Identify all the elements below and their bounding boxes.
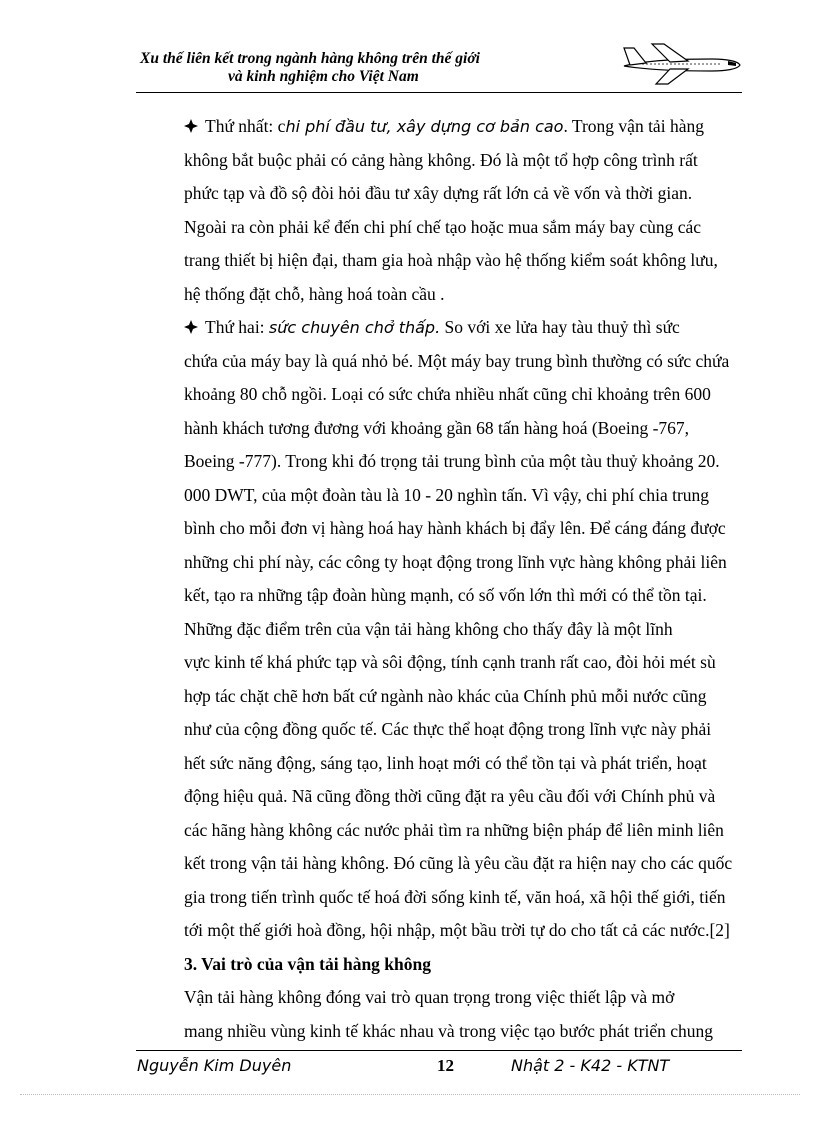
p1-line: Ngoài ra còn phải kể đến chi phí chế tạo hoặc mua sắm máy bay cùng các — [184, 216, 702, 237]
p2-line: những chi phí này, các công ty hoạt động trong lĩnh vực hàng không phải liên — [184, 551, 727, 572]
p2-line: kết, tạo ra những tập đoàn hùng mạnh, có số vốn lớn thì mới có thể tồn tại. — [184, 585, 707, 605]
footer-divider — [136, 1050, 742, 1051]
airplane-icon — [622, 38, 742, 88]
p2-line: khoảng 80 chỗ ngồi. Loại có sức chứa nhiều nhất cũng chỉ khoảng trên 600 — [184, 384, 711, 404]
p3-line: tới một thế giới hoà đồng, hội nhập, một bầu trời tự do cho tất cả các nước.[2] — [184, 920, 730, 940]
p1-line: hệ thống đặt chỗ, hàng hoá toàn cầu . — [184, 283, 445, 304]
p3-line: các hãng hàng không các nước phải tìm ra những biện pháp để liên minh liên — [184, 819, 724, 840]
p3-line: như của cộng đồng quốc tế. Các thực thể hoạt động trong lĩnh vực này phải — [184, 719, 712, 739]
p3-line: Những đặc điểm trên của vận tải hàng không cho thấy đây là một lĩnh — [184, 618, 673, 639]
p3-line: hết sức năng động, sáng tạo, linh hoạt mới có thể tồn tại và phát triển, hoạt — [184, 752, 707, 773]
p2-line: chứa của máy bay là quá nhỏ bé. Một máy bay trung bình thường có sức chứa — [184, 350, 730, 371]
p3-line: hợp tác chặt chẽ hơn bất cứ ngành nào khác của Chính phủ mỗi nước cũng — [184, 685, 707, 706]
footer-class: Nhật 2 - K42 - KTNT — [511, 1056, 670, 1075]
p3-line: vực kinh tế khá phức tạp và sôi động, tính cạnh tranh rất cao, đòi hỏi mét sù — [184, 652, 716, 672]
footer-author: Nguyễn Kim Duyên — [137, 1056, 292, 1075]
p1-line: . Trong vận tải hàng — [563, 116, 704, 136]
paragraph-1 — [136, 110, 741, 311]
p4-line: mang nhiều vùng kinh tế khác nhau và trong việc tạo bước phát triển chung — [184, 1020, 714, 1041]
p2-line: hành khách tương đương với khoảng gần 68 tấn hàng hoá (Boeing -767, — [184, 417, 690, 438]
p3-line: kết trong vận tải hàng không. Đó cũng là yêu cầu đặt ra hiện nay cho các quốc — [184, 853, 733, 873]
diamond-bullet-icon — [184, 119, 198, 133]
p1-lead: Thứ nhất: c — [205, 116, 286, 136]
p2-italic-phrase: sức chuyên chở thấp. — [268, 318, 441, 337]
p1-line: phức tạp và đồ sộ đòi hỏi đầu tư xây dựng rất lớn cả về vốn và thời gian. — [184, 183, 693, 203]
p4-line: Vận tải hàng không đóng vai trò quan trọng trong việc thiết lập và mở — [184, 987, 675, 1007]
section-heading: 3. Vai trò của vận tải hàng không — [184, 953, 432, 974]
paragraph-4 — [136, 981, 741, 1048]
p3-line: gia trong tiến trình quốc tế hoá đời sống kinh tế, văn hoá, xã hội thế giới, tiến — [184, 886, 726, 907]
p2-line: Boeing -777). Trong khi đó trọng tải trung bình của một tàu thuỷ khoảng 20. — [184, 451, 720, 471]
p2-line: So với xe lửa hay tàu thuỷ thì sức — [440, 317, 680, 337]
document-body — [136, 110, 741, 1048]
p1-line: không bắt buộc phải có cảng hàng không. Đó là một tổ hợp công trình rất — [184, 149, 698, 170]
p1-line: trang thiết bị hiện đại, tham gia hoà nhập vào hệ thống kiểm soát không lưu, — [184, 250, 718, 270]
page-boundary — [20, 1094, 800, 1095]
diamond-bullet-icon — [184, 320, 198, 334]
header-divider — [136, 92, 742, 93]
running-header — [140, 50, 610, 86]
paragraph-3 — [136, 613, 741, 948]
p3-line: động hiệu quả. Nã cũng đồng thời cũng đặt ra yêu cầu đối với Chính phủ và — [184, 786, 716, 806]
paragraph-2 — [136, 311, 741, 613]
page-number: 12 — [437, 1056, 454, 1075]
p2-line: 000 DWT, của một đoàn tàu là 10 - 20 nghìn tấn. Vì vậy, chi phí chia trung — [184, 484, 710, 505]
p2-lead: Thứ hai: — [205, 317, 269, 337]
p1-italic-phrase: hi phí đầu tư, xây dựng cơ bản cao — [285, 117, 564, 136]
header-title-line1: Xu thế liên kết trong ngành hàng không trên thế giới — [140, 50, 480, 67]
p2-line: bình cho mỗi đơn vị hàng hoá hay hành khách bị đẩy lên. Để cáng đáng được — [184, 518, 726, 538]
header-title-line2: và kinh nghiệm cho Việt Nam — [228, 68, 419, 85]
